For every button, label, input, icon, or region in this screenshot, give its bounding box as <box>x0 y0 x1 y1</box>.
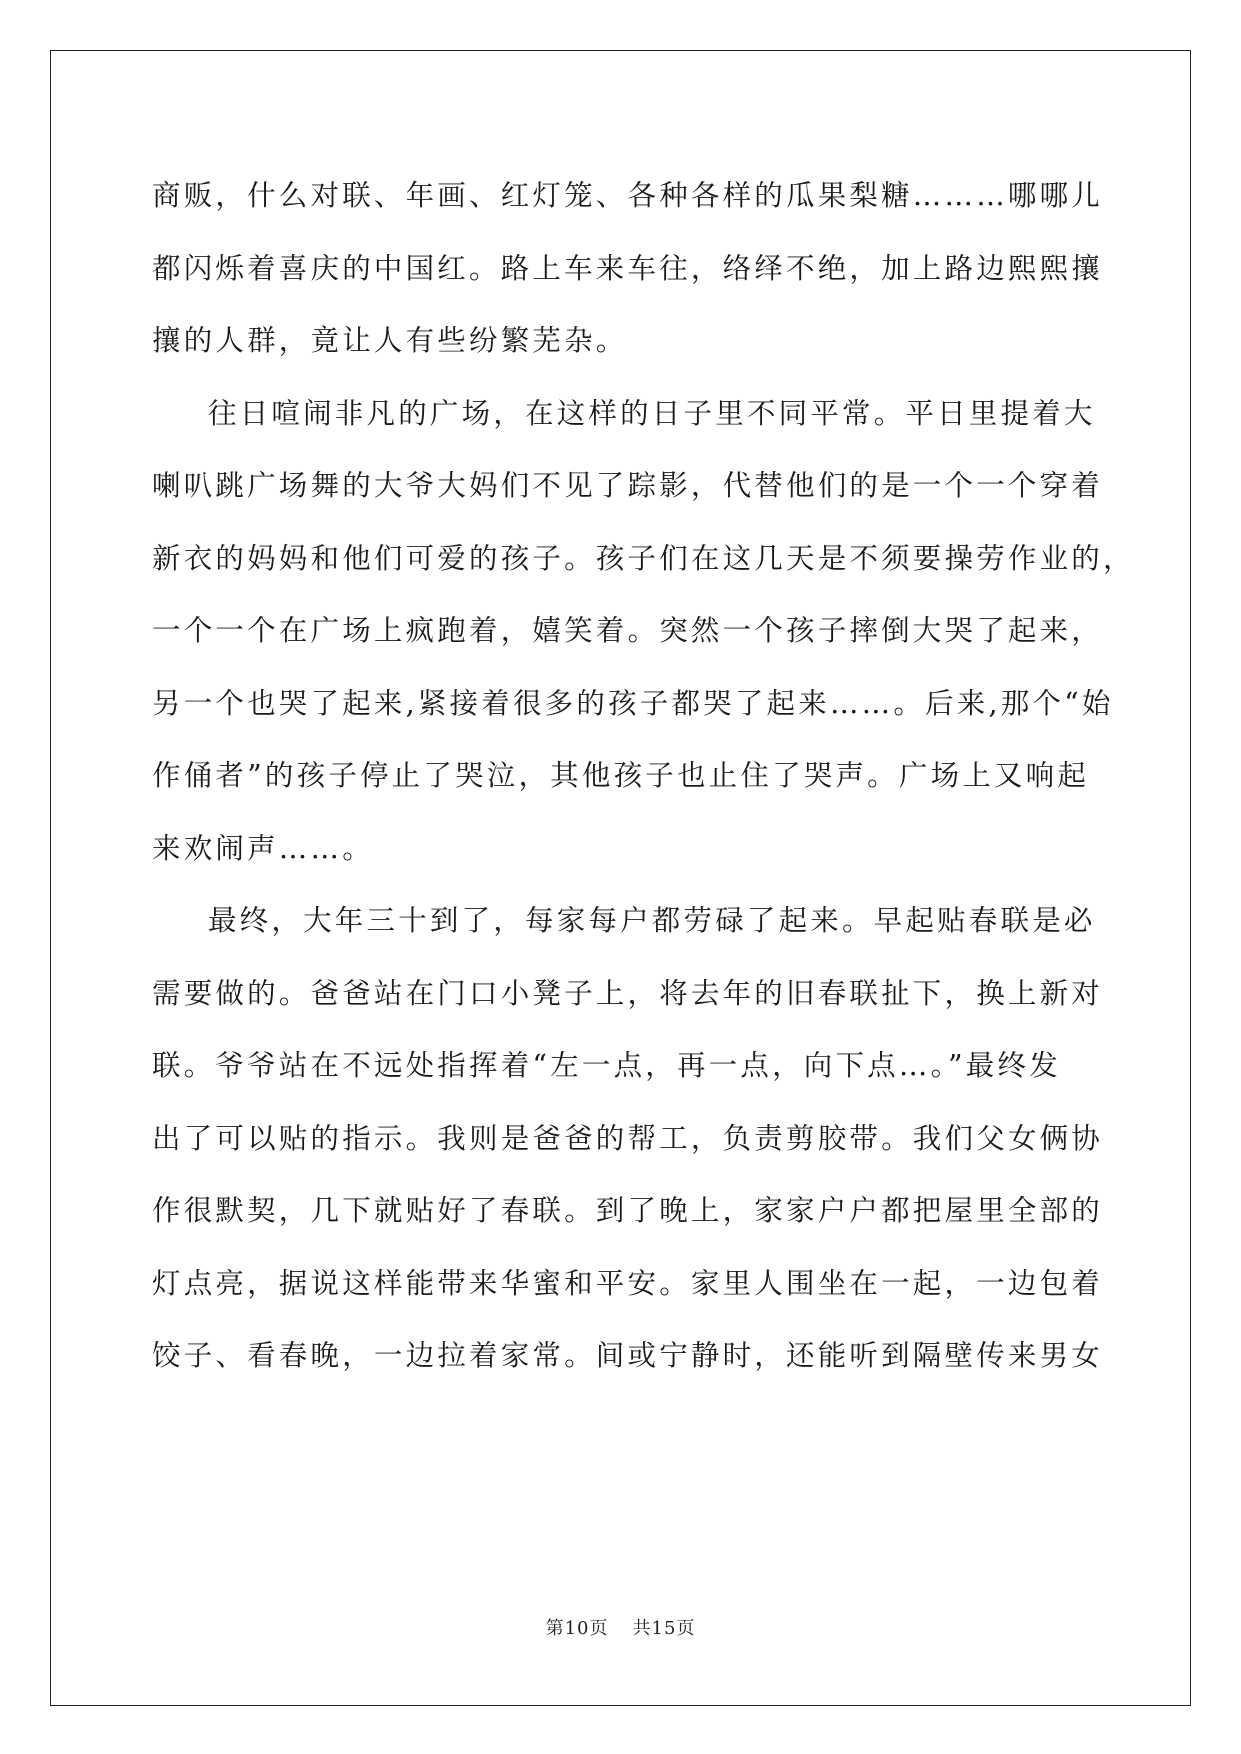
page-total: 共15页 <box>632 1618 696 1639</box>
text-line: 都闪烁着喜庆的中国红。路上车来车往，络绎不绝，加上路边熙熙攘 <box>152 251 1104 285</box>
text-line: 联。爷爷站在不远处指挥着“左一点，再一点，向下点…。”最终发 <box>152 1049 1061 1082</box>
text-line: 往日喧闹非凡的广场，在这样的日子里不同平常。平日里提着大 <box>208 396 1096 430</box>
body-text <box>152 160 1135 1393</box>
paragraph-2 <box>152 378 1135 886</box>
text-line: 出了可以贴的指示。我则是爸爸的帮工，负责剪胶带。我们父女俩协 <box>152 1121 1104 1155</box>
text-line: 作俑者”的孩子停止了哭泣，其他孩子也止住了哭声。广场上又响起 <box>152 759 1090 792</box>
text-line: 一个一个在广场上疯跑着，嬉笑着。突然一个孩子摔倒大哭了起来， <box>152 614 1104 647</box>
text-line: 饺子、看春晚，一边拉着家常。间或宁静时，还能听到隔壁传来男女 <box>152 1339 1104 1372</box>
text-line: 最终，大年三十到了，每家每户都劳碌了起来。早起贴春联是必 <box>208 904 1096 937</box>
text-line: 新衣的妈妈和他们可爱的孩子。孩子们在这几天是不须要操劳作业的， <box>152 541 1135 575</box>
text-line: 另一个也哭了起来,紧接着很多的孩子都哭了起来……。后来,那个“始 <box>152 686 1114 720</box>
page-number: 第10页 <box>545 1618 609 1639</box>
text-line: 商贩，什么对联、年画、红灯笼、各种各样的瓜果梨糖………哪哪儿 <box>152 179 1104 212</box>
text-line: 攘的人群，竟让人有些纷繁芜杂。 <box>152 324 628 357</box>
paragraph-1 <box>152 160 1104 378</box>
text-line: 喇叭跳广场舞的大爷大妈们不见了踪影，代替他们的是一个一个穿着 <box>152 469 1104 502</box>
text-line: 来欢闹声……。 <box>152 831 374 865</box>
text-line: 作很默契，几下就贴好了春联。到了晚上，家家户户都把屋里全部的 <box>152 1194 1104 1227</box>
text-line: 需要做的。爸爸站在门口小凳子上，将去年的旧春联扯下，换上新对 <box>152 976 1104 1010</box>
text-line: 灯点亮，据说这样能带来华蜜和平安。家里人围坐在一起，一边包着 <box>152 1266 1104 1300</box>
paragraph-3 <box>152 885 1104 1393</box>
page-footer <box>0 1614 1241 1640</box>
